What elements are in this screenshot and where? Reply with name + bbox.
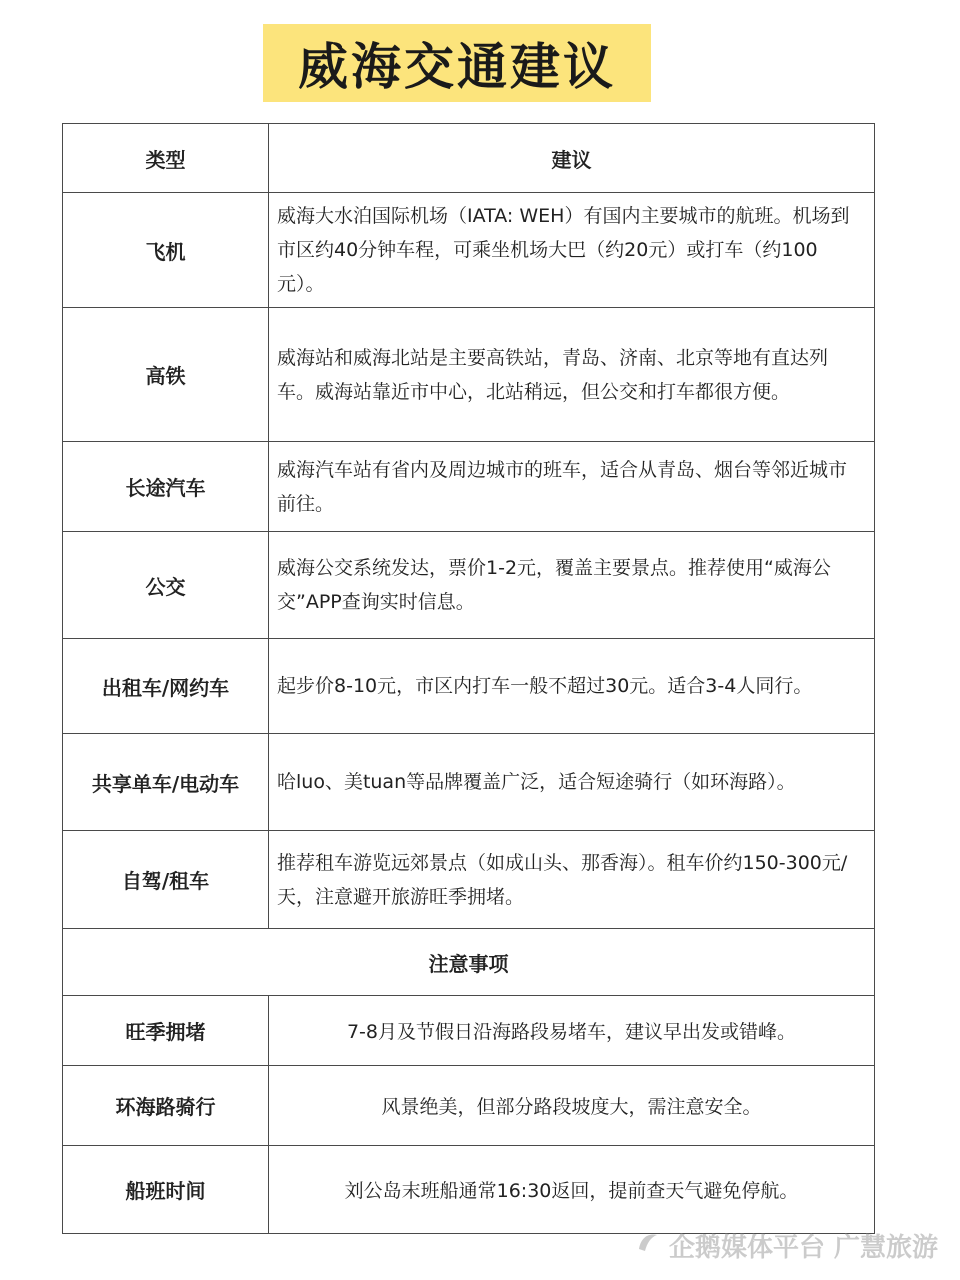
row-type: 飞机: [63, 193, 269, 308]
row-type: 出租车/网约车: [63, 639, 269, 734]
table-row: [63, 639, 875, 734]
note-desc: 刘公岛末班船通常16:30返回，提前查天气避免停航。: [269, 1146, 875, 1234]
row-type: 公交: [63, 532, 269, 639]
watermark-text: 企鹅媒体平台 广慧旅游: [668, 1233, 938, 1263]
note-type: 旺季拥堵: [63, 996, 269, 1066]
transport-table: [62, 123, 875, 1234]
row-desc: 威海公交系统发达，票价1-2元，覆盖主要景点。推荐使用“威海公交”APP查询实时信息。: [269, 532, 875, 639]
watermark: [635, 1227, 938, 1264]
note-type: 船班时间: [63, 1146, 269, 1234]
note-row: [63, 1146, 875, 1234]
row-desc: 威海站和威海北站是主要高铁站，青岛、济南、北京等地有直达列车。威海站靠近市中心，北站稍远，但公交和打车都很方便。: [269, 308, 875, 442]
note-desc: 风景绝美，但部分路段坡度大，需注意安全。: [269, 1066, 875, 1146]
page-title: 威海交通建议: [298, 38, 616, 96]
title-banner: [263, 24, 651, 102]
header-type: 类型: [63, 124, 269, 193]
table-row: [63, 831, 875, 929]
table-row: [63, 308, 875, 442]
row-type: 共享单车/电动车: [63, 734, 269, 831]
notes-header: 注意事项: [63, 929, 875, 996]
row-type: 自驾/租车: [63, 831, 269, 929]
table-row: [63, 734, 875, 831]
row-desc: 推荐租车游览远郊景点（如成山头、那香海）。租车价约150-300元/天，注意避开旅游旺季拥堵。: [269, 831, 875, 929]
penguin-logo-icon: [635, 1229, 661, 1262]
note-desc: 7-8月及节假日沿海路段易堵车，建议早出发或错峰。: [269, 996, 875, 1066]
table-row: [63, 442, 875, 532]
row-desc: 威海汽车站有省内及周边城市的班车，适合从青岛、烟台等邻近城市前往。: [269, 442, 875, 532]
row-type: 高铁: [63, 308, 269, 442]
note-row: [63, 996, 875, 1066]
table-header-row: [63, 124, 875, 193]
row-desc: 起步价8-10元，市区内打车一般不超过30元。适合3-4人同行。: [269, 639, 875, 734]
note-type: 环海路骑行: [63, 1066, 269, 1146]
header-advice: 建议: [269, 124, 875, 193]
note-row: [63, 1066, 875, 1146]
notes-header-row: [63, 929, 875, 996]
row-desc: 威海大水泊国际机场（IATA: WEH）有国内主要城市的航班。机场到市区约40分钟车程，可乘坐机场大巴（约20元）或打车（约100元）。: [269, 193, 875, 308]
row-type: 长途汽车: [63, 442, 269, 532]
table-row: [63, 532, 875, 639]
row-desc: 哈luo、美tuan等品牌覆盖广泛，适合短途骑行（如环海路）。: [269, 734, 875, 831]
table-row: [63, 193, 875, 308]
